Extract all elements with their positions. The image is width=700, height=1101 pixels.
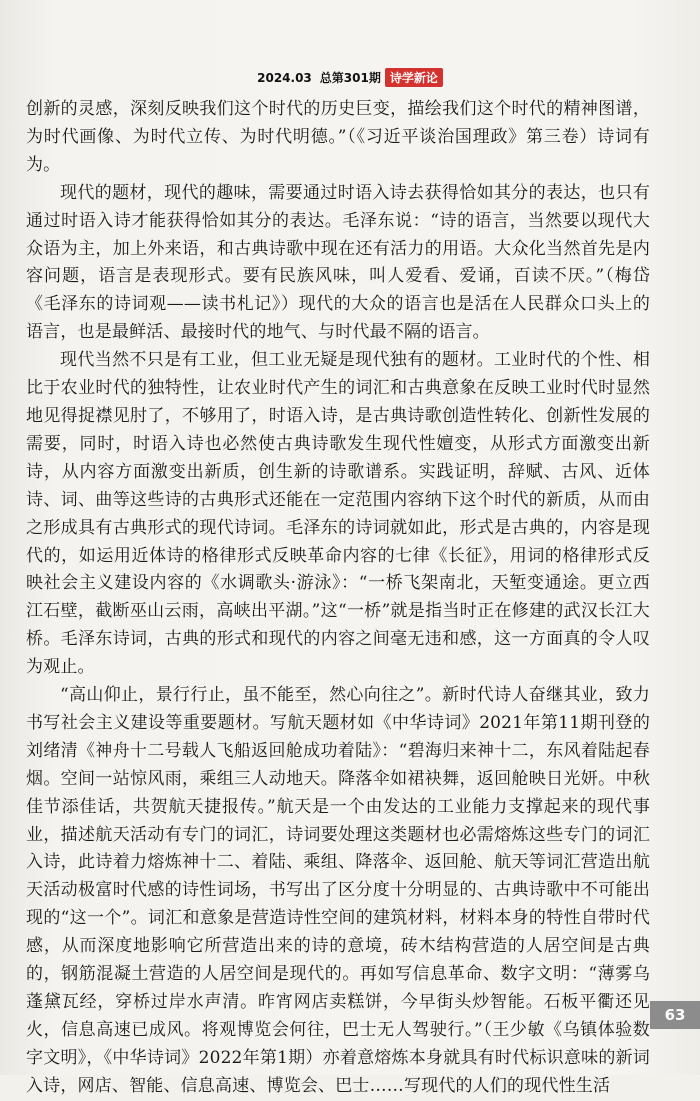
section-badge: 诗学新论 — [385, 68, 443, 87]
paragraph-industry: 现代当然不只是有工业，但工业无疑是现代独有的题材。工业时代的个性、相比于农业时代的独特性，让农业时代产生的词汇和古典意象在反映工业时代时显然地见得捉襟见肘了，不够用了，时语入诗，是古典诗歌创造性转化、创新性发展的需要，同时，时语入诗也必然使古典诗歌发生现代性嬗变，从形式方面激变出新诗，从内容方面激变出新质，创生新的诗歌谱系。实践证明，辞赋、古风、近体诗、词、曲等这些诗的古典形式还能在一定范围内容纳下这个时代的新质，从而由之形成具有古典形式的现代诗词。毛泽东的诗词就如此，形式是古典的，内容是现代的，如运用近体诗的格律形式反映革命内容的七律《长征》，用词的格律形式反映社会主义建设内容的《水调歌头·游泳》：“一桥飞架南北，天堑变通途。更立西江石壁，截断巫山云雨，高峡出平湖。”这“一桥”就是指当时正在修建的武汉长江大桥。毛泽东诗词，古典的形式和现代的内容之间毫无违和感，这一方面真的令人叹为观止。 — [26, 350, 650, 678]
article-body — [26, 96, 650, 1101]
page-number: 63 — [650, 1001, 700, 1029]
paragraph-shiyu-rushi: 现代的题材，现代的趣味，需要通过时语入诗去获得恰如其分的表达，也只有通过时语入诗才能获得恰如其分的表达。毛泽东说：“诗的语言，当然要以现代大众语为主，加上外来语，和古典诗歌中现在还有活力的用语。大众化当然首先是内容问题，语言是表现形式。要有民族风味，叫人爱看、爱诵，百读不厌。”（梅岱《毛泽东的诗词观——读书札记》）现代的大众的语言也是活在人民群众口头上的语言，也是最鲜活、最接时代的地气、与时代最不隔的语言。 — [26, 182, 650, 343]
issue-date: 2024.03 — [257, 71, 312, 85]
issue-number: 总第301期 — [319, 71, 381, 85]
running-header — [0, 68, 700, 87]
paragraph-continuation: 创新的灵感，深刻反映我们这个时代的历史巨变，描绘我们这个时代的精神图谱，为时代画像、为时代立传、为时代明德。”（《习近平谈治国理政》第三卷）诗词有为。 — [26, 99, 650, 175]
paragraph-new-era: “高山仰止，景行行止，虽不能至，然心向往之”。新时代诗人奋继其业，致力书写社会主义建设等重要题材。写航天题材如《中华诗词》2021年第11期刊登的刘绪清《神舟十二号载人飞船返回舱成功着陆》：“碧海归来神十二，东风着陆起春烟。空间一站惊风雨，乘组三人动地天。降落伞如裙袂舞，返回舱映日光妍。中秋佳节添佳话，共贺航天捷报传。”航天是一个由发达的工业能力支撑起来的现代事业，描述航天活动有专门的词汇，诗词要处理这类题材也必需熔炼这些专门的词汇入诗，此诗着力熔炼神十二、着陆、乘组、降落伞、返回舱、航天等词汇营造出航天活动极富时代感的诗性词场，书写出了区分度十分明显的、古典诗歌中不可能出现的“这一个”。词汇和意象是营造诗性空间的建筑材料，材料本身的特性自带时代感，从而深度地影响它所营造出来的诗的意境，砖木结构营造的人居空间是古典的，钢筋混凝土营造的人居空间是现代的。再如写信息革命、数字文明：“薄雾乌蓬黛瓦经，穿桥过岸水声清。昨宵网店卖糕饼，今早街头炒智能。石板平衢还见火，信息高速已成风。将观博览会何往，巴士无人驾驶行。”（王少敏《乌镇体验数字文明》，《中华诗词》2022年第1期）亦着意熔炼本身就具有时代标识意味的新词入诗，网店、智能、信息高速、博览会、巴士……写现代的人们的现代性生活 — [26, 685, 650, 1096]
